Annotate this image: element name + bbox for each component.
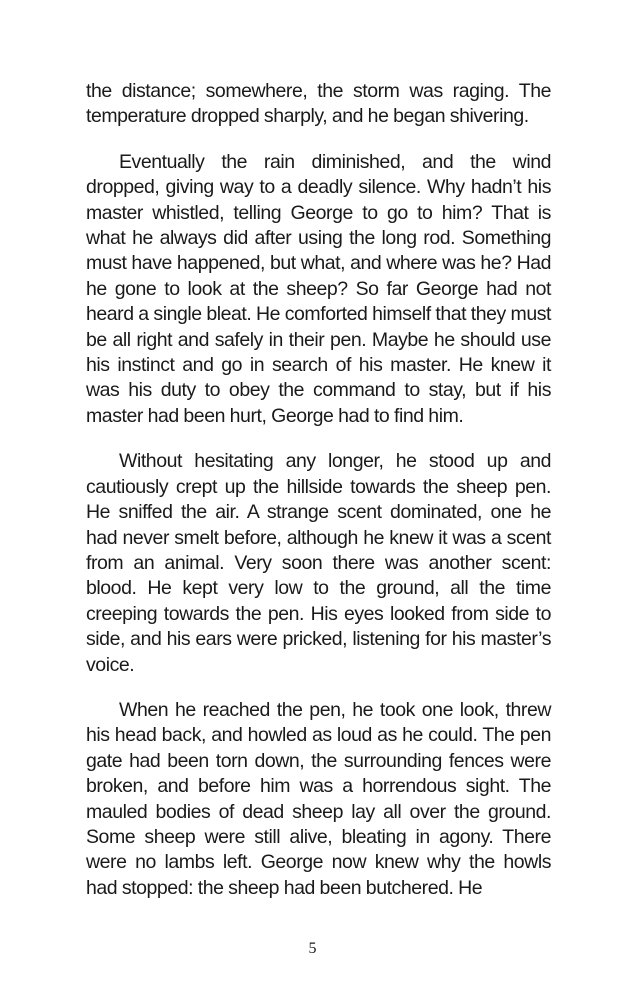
paragraph-crept-up-hillside: Without hesitating any longer, he stood up and cautiously crept up the hillside towards the sheep pen. He sniffed the air. A strange scent dominated, one he had never smelt before, although he knew it was a scent from an animal. Very soon there was another scent: blood. He kept very low to the ground, all the time creeping towards the pen. His eyes looked from side to side, and his ears were pricked, listening for his master’s voice. [86,450,551,676]
paragraph-rain-diminished: Eventually the rain diminished, and the wind dropped, giving way to a deadly silence. Why hadn’t his master whistled, telling George to go to him? That is what he always did after using the long rod. Something must have happened, but what, and where was he? Had he gone to look at the sheep? So far George had not heard a single bleat. He comforted himself that they must be all right and safely in their pen. Maybe he should use his instinct and go in search of his master. He knew it was his duty to obey the command to stay, but if his master had been hurt, George had to find him. [86,150,551,427]
paragraph-reached-pen: When he reached the pen, he took one look, threw his head back, and howled as loud as he could. The pen gate had been torn down, the surrounding fences were broken, and before him was a horrendous sight. The mauled bodies of dead sheep lay all over the ground. Some sheep were still alive, bleating in agony. There were no lambs left. George now knew why the howls had stopped: the sheep had been butchered. He [86,698,551,899]
page-body [86,79,551,921]
page-number: 5 [308,940,317,957]
paragraph-continuation: the distance; somewhere, the storm was raging. The temperature dropped sharply, and he began shivering. [86,80,551,128]
